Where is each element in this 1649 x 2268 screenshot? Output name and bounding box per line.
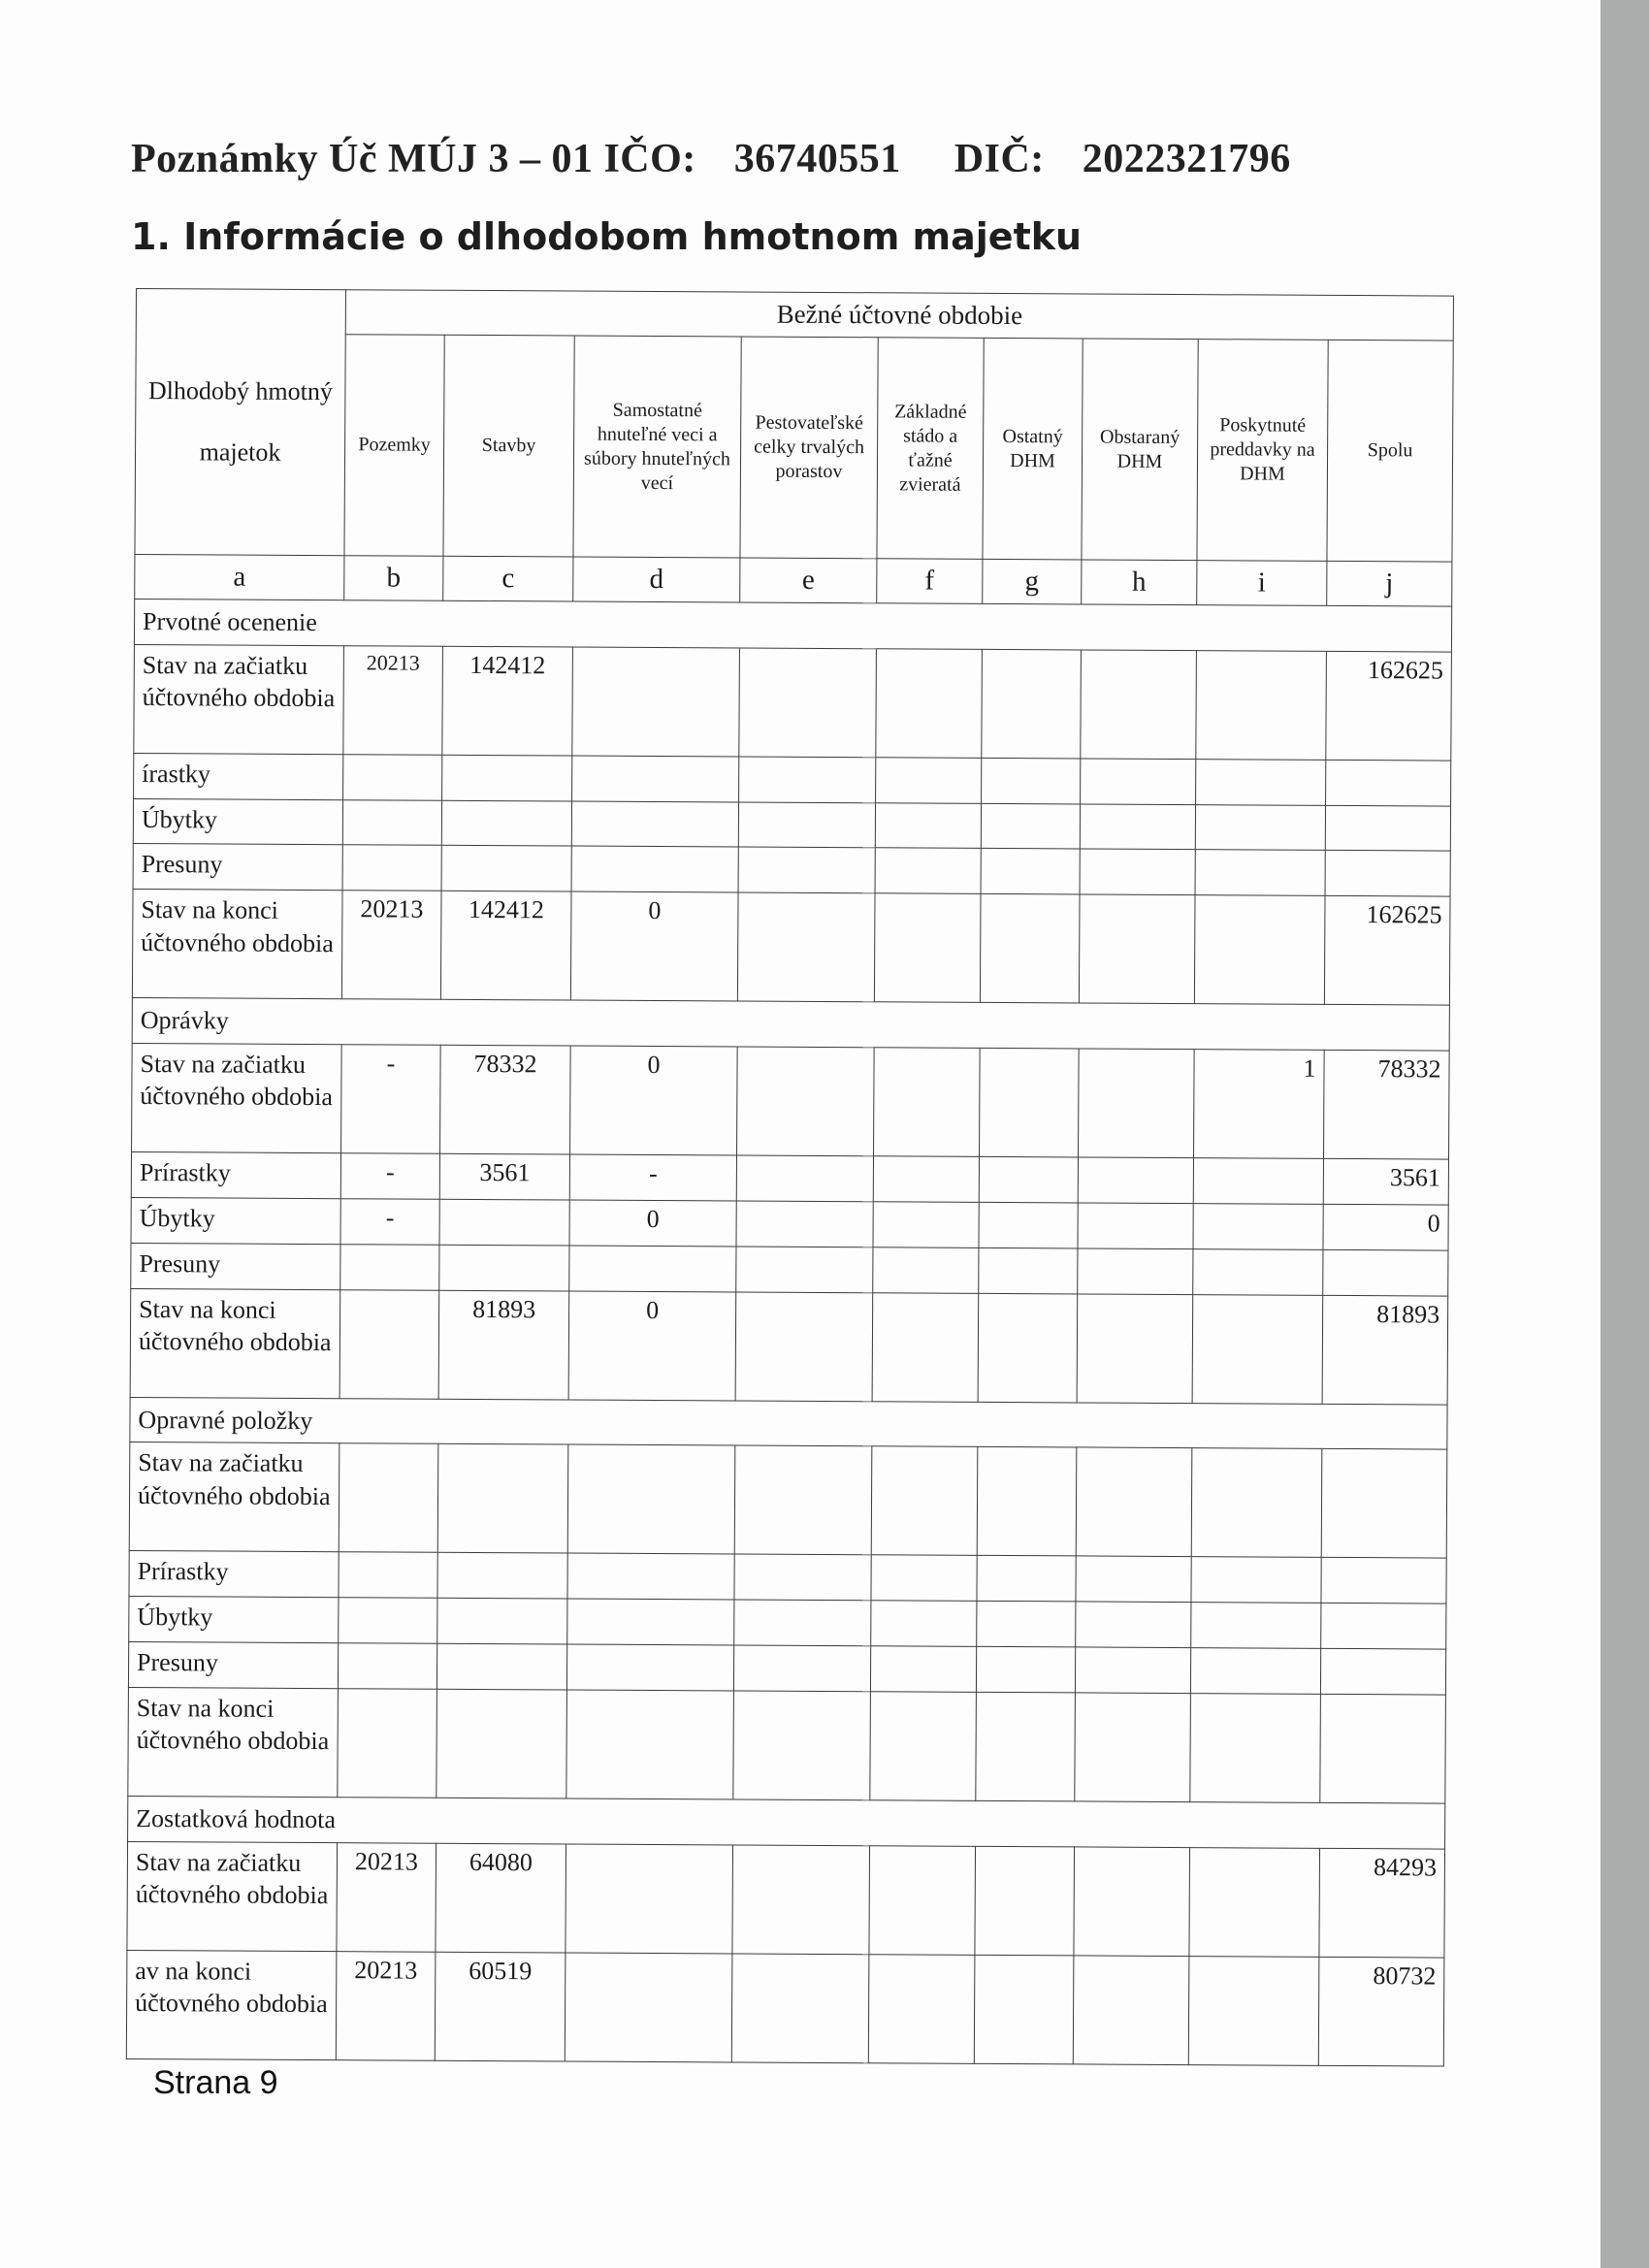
cell-e	[736, 1247, 873, 1293]
column-letter: d	[573, 557, 740, 602]
section-row	[132, 998, 1449, 1051]
cell-f	[871, 1555, 977, 1601]
cell-i	[1191, 1603, 1321, 1649]
cell-b	[340, 1289, 439, 1399]
table-row	[130, 1288, 1448, 1405]
cell-h	[1078, 1157, 1193, 1203]
row-label: Úbytky	[129, 1597, 339, 1643]
row-label: Prírastky	[131, 1152, 340, 1199]
cell-e	[739, 757, 876, 803]
column-letter: h	[1082, 560, 1197, 605]
cell-h	[1080, 849, 1195, 894]
cell-i	[1191, 1557, 1321, 1604]
cell-f	[875, 848, 981, 893]
table-row	[129, 1551, 1446, 1604]
cell-j	[1325, 851, 1450, 897]
cell-c: 142412	[440, 891, 571, 1001]
row-label: Prírastky	[129, 1551, 339, 1598]
cell-h	[1081, 759, 1196, 804]
table-row	[129, 1597, 1446, 1649]
cell-f	[871, 1601, 977, 1646]
cell-i	[1193, 1158, 1323, 1205]
cell-j: 0	[1323, 1204, 1448, 1250]
cell-j	[1321, 1604, 1446, 1650]
section-title: 1. Informácie o dlhodobom hmotnom majetku	[131, 215, 1083, 258]
cell-c: 60519	[435, 1952, 566, 2061]
cell-g	[978, 1293, 1078, 1403]
cell-e	[737, 1047, 875, 1156]
table-row	[131, 1197, 1448, 1249]
cell-g	[979, 1247, 1078, 1293]
cell-d	[571, 801, 738, 848]
cell-e	[732, 1845, 870, 1955]
cell-h	[1076, 1556, 1191, 1602]
cell-h	[1078, 1248, 1193, 1294]
table-row	[126, 1950, 1444, 2066]
cell-e	[735, 1292, 873, 1402]
column-header: Spolu	[1327, 340, 1453, 562]
cell-i	[1189, 1847, 1320, 1957]
row-label: Stav na začiatku účtovného obdobia	[134, 644, 344, 754]
cell-f	[876, 649, 983, 759]
cell-i	[1192, 1294, 1323, 1404]
column-letter: f	[877, 559, 983, 604]
period-header: Bežné účtovné obdobie	[345, 290, 1453, 340]
cell-b	[343, 755, 442, 800]
cell-d: 0	[569, 1200, 736, 1247]
row-label: Stav na začiatku účtovného obdobia	[129, 1442, 340, 1552]
cell-e	[736, 1201, 873, 1247]
cell-i	[1191, 1448, 1322, 1558]
cell-c: 64080	[436, 1843, 566, 1953]
cell-h	[1074, 1847, 1190, 1957]
cell-b	[342, 845, 441, 891]
cell-g	[981, 849, 1080, 894]
cell-g	[980, 894, 1080, 1004]
cell-c	[437, 1599, 567, 1645]
cell-b	[339, 1443, 438, 1553]
cell-f	[870, 1692, 977, 1801]
column-header: Stavby	[443, 335, 574, 557]
top-left-line2: majetok	[199, 437, 281, 467]
cell-g	[979, 1157, 1078, 1203]
table-row	[133, 798, 1450, 851]
row-label: Stav na začiatku účtovného obdobia	[127, 1841, 338, 1951]
cell-e	[734, 1554, 871, 1601]
row-label: Stav na začiatku účtovného obdobia	[132, 1044, 342, 1153]
cell-d	[567, 1599, 734, 1645]
table-row	[134, 753, 1451, 805]
section-title-cell: Oprávky	[132, 998, 1449, 1051]
column-header: Obstaraný DHM	[1082, 339, 1198, 561]
cell-h	[1079, 1049, 1195, 1158]
dhm-table	[126, 288, 1454, 2067]
cell-c	[436, 1643, 566, 1690]
cell-h	[1078, 1203, 1193, 1248]
row-label: Stav na konci účtovného obdobia	[128, 1687, 339, 1797]
column-letter: b	[344, 556, 443, 601]
cell-j	[1320, 1648, 1445, 1695]
cell-g	[981, 803, 1080, 849]
cell-j	[1321, 1558, 1446, 1604]
cell-f	[870, 1646, 976, 1692]
cell-c: 81893	[438, 1290, 569, 1400]
table-row	[131, 1243, 1448, 1295]
cell-c	[439, 1199, 569, 1246]
cell-i	[1190, 1648, 1320, 1695]
ico-value: 36740551	[733, 137, 901, 181]
page-number: Strana 9	[153, 2064, 278, 2101]
table-row	[131, 1152, 1448, 1205]
cell-b: -	[341, 1045, 441, 1154]
cell-i	[1195, 804, 1325, 851]
cell-d	[571, 847, 738, 893]
form-title: Poznámky Úč MÚJ 3 – 01	[131, 137, 594, 181]
cell-h	[1077, 1294, 1193, 1404]
cell-d	[566, 1844, 733, 1954]
column-header: Základné stádo a ťažné zvieratá	[877, 338, 984, 560]
row-label: írastky	[134, 753, 343, 799]
table-row	[129, 1442, 1447, 1559]
column-header: Pozemky	[344, 335, 444, 557]
section-row	[130, 1397, 1447, 1449]
cell-f	[875, 802, 981, 848]
cell-b: 20213	[341, 891, 441, 1000]
cell-b: 20213	[336, 1951, 436, 2060]
section-row	[134, 599, 1451, 651]
table-row	[127, 1841, 1445, 1958]
column-letter: g	[983, 559, 1082, 604]
row-label: Stav na konci účtovného obdobia	[130, 1288, 340, 1398]
cell-g	[980, 1049, 1080, 1158]
cell-d: 0	[568, 1291, 736, 1401]
cell-j: 78332	[1324, 1050, 1450, 1159]
cell-j: 162625	[1326, 651, 1452, 761]
cell-i	[1196, 650, 1327, 760]
cell-i	[1195, 850, 1325, 896]
cell-d	[569, 1246, 736, 1292]
cell-h	[1075, 1647, 1190, 1693]
cell-e	[733, 1645, 870, 1692]
cell-e	[733, 1691, 871, 1800]
cell-h	[1080, 804, 1195, 850]
cell-g	[977, 1447, 1077, 1557]
cell-b: -	[340, 1199, 439, 1245]
cell-d: -	[569, 1154, 736, 1201]
cell-f	[868, 1955, 975, 2064]
cell-f	[873, 1156, 979, 1202]
cell-c: 142412	[442, 646, 573, 756]
cell-i: 1	[1194, 1050, 1325, 1159]
column-letter: j	[1327, 561, 1452, 606]
cell-e	[738, 847, 875, 893]
cell-b: 20213	[343, 646, 443, 756]
cell-b: -	[340, 1153, 439, 1199]
row-label: Presuny	[131, 1243, 340, 1289]
cell-d	[566, 1644, 733, 1691]
section-title-cell: Zostatková hodnota	[128, 1796, 1445, 1848]
cell-c	[441, 846, 571, 892]
cell-d	[567, 1444, 735, 1554]
cell-f	[872, 1292, 979, 1402]
cell-i	[1188, 1956, 1319, 2065]
cell-i	[1193, 1204, 1323, 1250]
row-label: Úbytky	[131, 1197, 340, 1244]
cell-h	[1075, 1693, 1191, 1802]
cell-d	[572, 756, 739, 802]
cell-e	[736, 1155, 873, 1202]
cell-f	[874, 893, 981, 1003]
row-label: Presuny	[128, 1642, 338, 1689]
cell-f	[873, 1202, 979, 1247]
column-header: Pestovateľské celky trvalých porastov	[740, 337, 878, 559]
dic-value: 2022321796	[1082, 137, 1291, 181]
cell-f	[876, 758, 982, 803]
cell-h	[1073, 1956, 1189, 2065]
table-row	[132, 890, 1450, 1006]
cell-e	[734, 1445, 872, 1555]
ico-label: IČO:	[603, 137, 696, 181]
row-label: Presuny	[133, 844, 342, 891]
cell-i	[1190, 1694, 1321, 1803]
column-header: Ostatný DHM	[983, 338, 1083, 560]
column-letter: e	[740, 558, 877, 603]
cell-c	[436, 1689, 567, 1798]
column-letter: c	[443, 556, 573, 601]
cell-b	[338, 1643, 436, 1689]
cell-h	[1076, 1447, 1192, 1557]
cell-g	[982, 649, 1082, 759]
cell-c: 78332	[440, 1045, 571, 1154]
cell-j: 81893	[1322, 1295, 1448, 1405]
cell-g	[976, 1692, 1076, 1801]
table-row	[128, 1687, 1446, 1803]
cell-d	[566, 1690, 734, 1799]
cell-j: 84293	[1319, 1848, 1445, 1958]
section-title-cell: Opravné položky	[130, 1397, 1447, 1449]
cell-j: 3561	[1323, 1158, 1448, 1205]
cell-h	[1081, 650, 1197, 760]
cell-j	[1320, 1694, 1446, 1803]
column-letter: a	[135, 554, 344, 599]
cell-b	[338, 1689, 437, 1798]
cell-b	[339, 1598, 437, 1643]
cell-g	[976, 1646, 1075, 1692]
scan-edge	[1600, 0, 1649, 2268]
cell-f	[871, 1446, 978, 1556]
dic-label: DIČ:	[954, 137, 1045, 181]
cell-e	[737, 892, 875, 1002]
cell-f	[873, 1247, 979, 1293]
cell-c	[437, 1444, 568, 1554]
cell-d: 0	[570, 1046, 738, 1155]
cell-h	[1076, 1602, 1191, 1647]
top-left-header	[135, 289, 346, 556]
table-wrapper	[126, 288, 1453, 2067]
cell-j: 162625	[1324, 896, 1450, 1006]
column-header: Samostatné hnuteľné veci a súbory hnuteľných vecí	[573, 336, 741, 558]
cell-b: 20213	[337, 1842, 436, 1952]
cell-j	[1323, 1249, 1448, 1296]
cell-f	[869, 1846, 976, 1956]
cell-e	[731, 1954, 869, 2063]
cell-j: 80732	[1318, 1957, 1444, 2066]
row-label: Úbytky	[133, 798, 342, 845]
cell-g	[977, 1602, 1076, 1647]
cell-i	[1193, 1248, 1323, 1295]
cell-j	[1321, 1449, 1447, 1559]
column-letter: i	[1197, 561, 1327, 606]
cell-c	[439, 1245, 569, 1291]
section-row	[128, 1796, 1445, 1848]
cell-c: 3561	[439, 1153, 569, 1200]
cell-f	[874, 1048, 981, 1157]
cell-d	[565, 1953, 732, 2062]
cell-j	[1326, 760, 1451, 806]
row-label: av na konci účtovného obdobia	[126, 1950, 337, 2059]
cell-b	[339, 1552, 437, 1598]
cell-i	[1196, 759, 1326, 805]
cell-c	[441, 800, 571, 847]
document-header	[131, 136, 1295, 182]
cell-g	[975, 1846, 1075, 1956]
cell-i	[1194, 895, 1325, 1005]
cell-d	[567, 1553, 734, 1600]
cell-e	[739, 648, 877, 758]
column-header: Poskytnuté preddavky na DHM	[1197, 340, 1328, 562]
top-left-line1: Dlhodobý hmotný	[147, 376, 333, 406]
cell-b	[342, 799, 441, 845]
section-title-cell: Prvotné ocenenie	[134, 599, 1451, 651]
table-row	[128, 1642, 1445, 1695]
cell-b	[340, 1244, 439, 1289]
cell-g	[979, 1202, 1078, 1247]
cell-e	[734, 1600, 871, 1646]
cell-g	[974, 1955, 1074, 2064]
cell-g	[977, 1556, 1076, 1602]
table-row	[134, 644, 1452, 761]
cell-h	[1079, 894, 1195, 1004]
row-label: Stav na konci účtovného obdobia	[132, 890, 342, 999]
cell-d: 0	[570, 891, 738, 1001]
cell-j	[1325, 805, 1450, 852]
cell-c	[437, 1553, 567, 1600]
cell-e	[738, 802, 875, 849]
cell-c	[442, 755, 572, 801]
table-row	[132, 1044, 1450, 1160]
cell-d	[572, 647, 740, 757]
cell-g	[982, 758, 1081, 803]
table-row	[133, 844, 1450, 896]
